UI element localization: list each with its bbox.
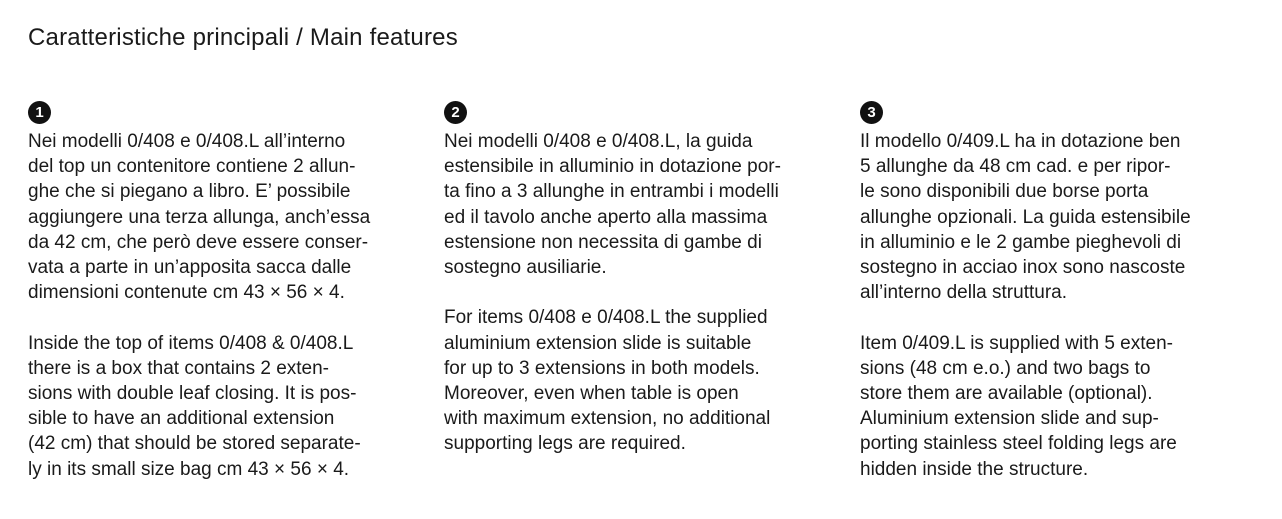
feature-column-3 (860, 101, 1255, 482)
text-line: (42 cm) that should be stored separate- (28, 433, 361, 455)
page-title: Caratteristiche principali / Main features (28, 24, 458, 51)
text-line: in alluminio e le 2 gambe pieghevoli di (860, 231, 1182, 253)
number-badge-icon: 1 (28, 101, 51, 124)
text-line: with maximum extension, no additional (444, 408, 771, 430)
italian-description (444, 129, 839, 280)
text-line: supporting legs are required. (444, 433, 686, 455)
text-line: store them are available (optional). (860, 383, 1153, 405)
text-line: del top un contenitore contiene 2 allun- (28, 156, 356, 178)
italian-description (28, 129, 423, 305)
text-line: sible to have an additional extension (28, 408, 335, 430)
text-line: aggiungere una terza allunga, anch’essa (28, 206, 371, 228)
text-line: Inside the top of items 0/408 & 0/408.L (28, 332, 354, 354)
text-line: sostegno in acciao inox sono nascoste (860, 257, 1186, 279)
text-line: sions with double leaf closing. It is pos- (28, 383, 357, 405)
text-line: Nei modelli 0/408 e 0/408.L all’interno (28, 131, 346, 152)
italian-description (860, 129, 1255, 305)
number-badge-icon: 3 (860, 101, 883, 124)
text-line: 5 allunghe da 48 cm cad. e per ripor- (860, 156, 1171, 178)
text-line: for up to 3 extensions in both models. (444, 357, 760, 379)
text-line: porting stainless steel folding legs are (860, 433, 1177, 455)
english-description (860, 331, 1255, 482)
text-line: sostegno ausiliarie. (444, 257, 607, 279)
text-line: For items 0/408 e 0/408.L the supplied (444, 307, 768, 329)
text-line: dimensioni contenute cm 43 × 56 × 4. (28, 282, 345, 304)
text-line: ghe che si piegano a libro. E’ possibile (28, 181, 351, 203)
text-line: estensione non necessita di gambe di (444, 231, 762, 253)
feature-column-1 (28, 101, 423, 482)
text-line: hidden inside the structure. (860, 458, 1089, 480)
text-line: Aluminium extension slide and sup- (860, 408, 1159, 430)
text-line: sions (48 cm e.o.) and two bags to (860, 357, 1151, 379)
text-line: Nei modelli 0/408 e 0/408.L, la guida (444, 131, 753, 152)
text-line: ly in its small size bag cm 43 × 56 × 4. (28, 458, 350, 480)
text-line: there is a box that contains 2 exten- (28, 357, 330, 379)
text-line: Moreover, even when table is open (444, 383, 739, 405)
english-description (444, 305, 839, 456)
text-line: allunghe opzionali. La guida estensibile (860, 206, 1191, 228)
text-line: vata a parte in un’apposita sacca dalle (28, 257, 352, 279)
text-line: all’interno della struttura. (860, 282, 1067, 304)
text-line: Item 0/409.L is supplied with 5 exten- (860, 332, 1173, 354)
text-line: le sono disponibili due borse porta (860, 181, 1149, 203)
text-line: ed il tavolo anche aperto alla massima (444, 206, 768, 228)
text-line: estensibile in alluminio in dotazione por- (444, 156, 781, 178)
feature-column-2 (444, 101, 839, 457)
text-line: Il modello 0/409.L ha in dotazione ben (860, 131, 1181, 152)
number-badge-icon: 2 (444, 101, 467, 124)
text-line: ta fino a 3 allunghe in entrambi i modelli (444, 181, 779, 203)
text-line: aluminium extension slide is suitable (444, 332, 752, 354)
english-description (28, 331, 423, 482)
text-line: da 42 cm, che però deve essere conser- (28, 231, 369, 253)
